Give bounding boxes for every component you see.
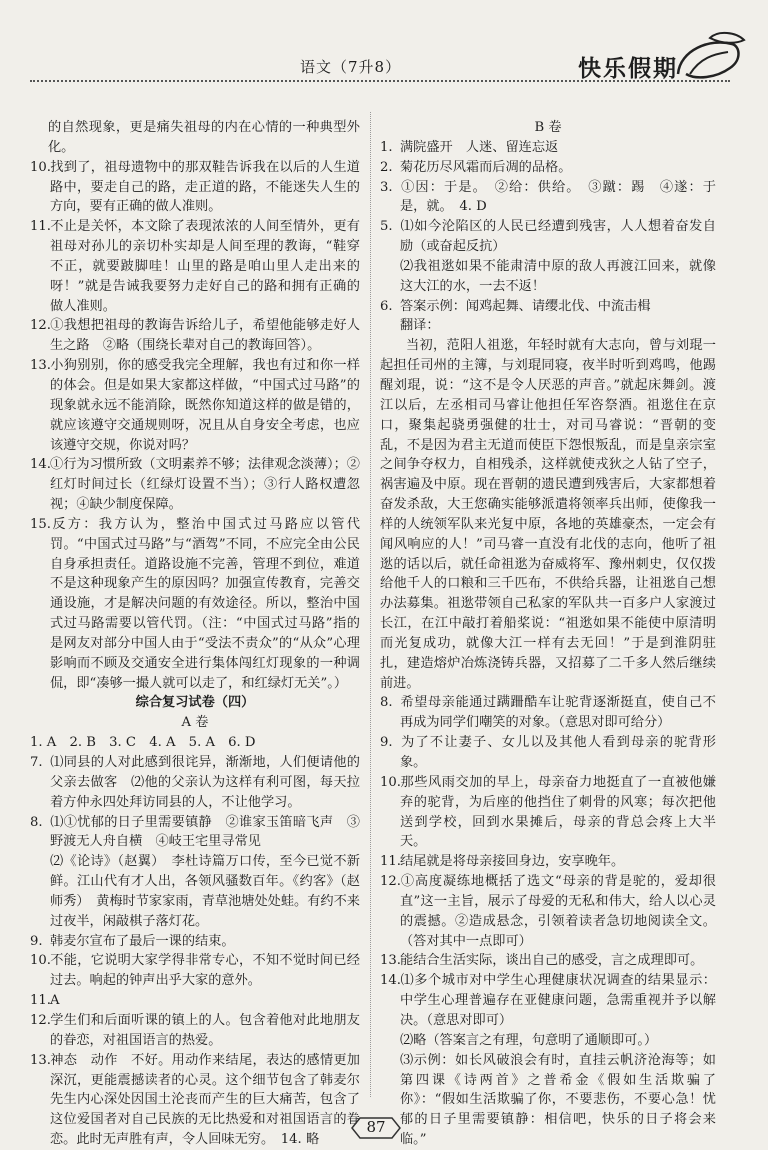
subject-title: 语文（7升8） [300, 58, 402, 76]
answer-item-13r: 13.能结合生活实际，谈出自己的感受，言之成理即可。 [380, 953, 704, 969]
answer-item-15: 15.反方：我方认为，整治中国式过马路应以管代罚。“中国式过马路”与“酒驾”不同，不应完全由公民自身承担责任。道路设施不完善，管理不到位，难道不是这种现象产生的原因吗？加强宣传教育，完善交通设施，才是解决问题的有效途径。所以，整治中国式过马路需要以管代罚。（注：“中国式过马路”指的是网友对部分中国人由于“受法不责众”的“从众”心理影响而不顾及交通安全进行集体闯红灯现象的一种调侃，即“凑够一撮人就可以走了，和红绿灯无关”。） [30, 516, 360, 691]
answer-item-8: 8. ⑴①忧郁的日子里需要镇静 ②谁家玉笛暗飞声 ③野渡无人舟自横 ④岐王宅里寻常见 [30, 814, 360, 850]
answer-item-8r: 8. 希望母亲能通过蹒跚酷车让驼背逐渐挺直，使自己不再成为同学们嘲笑的对象。（意思对即可给分） [380, 695, 716, 731]
answer-item-9r: 9. 为了不让妻子、女儿以及其他人看到母亲的驼背形象。 [380, 735, 716, 770]
answer-line: 的自然现象，更是痛失祖母的内在心情的一种典型外化。 [48, 120, 360, 155]
answer-item-11: 11.不止是关怀，本文除了表现浓浓的人间至情外，更有祖母对孙儿的亲切朴实却是人间至理的教诲，“鞋穿不正，就要跛脚哇！山里的路是咱山里人走出来的呀！”就是告诫我要努力走好自己的路和拥有正确的做人准则。 [30, 219, 360, 314]
answer-item-13: 13.小狗别别，你的感受我完全理解，我也有过和你一样的体会。但是如果大家都这样做，“中国式过马路”的现象就永远不能消除，既然你知道这样的做是错的，就应该遵守交通规则呀，况且从自身安全考虑，也应该遵守交规，你说对吗？ [30, 358, 360, 453]
translation-label: 翻译： [400, 318, 440, 334]
left-column [30, 118, 360, 1150]
answer-item-14r-sub3: ⑶示例：如长风破浪会有时，直挂云帆济沧海等；如第四课《诗两首》之普希金《假如生活欺骗了你》：“假如生活欺骗了你，不要悲伤，不要心急！忧郁的日子里需要镇静：相信吧，快乐的日子将会来临。” [400, 1052, 716, 1148]
answer-item-14r: 14.⑴多个城市对中学生心理健康状况调查的结果显示：中学生心理普遍存在亚健康问题，急需重视并予以解决。（意思对即可） [380, 973, 716, 1028]
answer-item-14r-sub2: ⑵略（答案言之有理，句意明了通顺即可。） [400, 1032, 658, 1048]
answer-item-5: 5. ⑴如今沦陷区的人民已经遭到残害，人人想着奋发自励（或奋起反抗） [380, 219, 716, 255]
answer-item-10r: 10.那些风雨交加的早上，母亲奋力地挺直了一直被他嫌弃的驼背，为后座的他挡住了刺骨的风寒；每次把他送到学校，回到水果摊后，母亲的背总会疼上大半天。 [380, 774, 716, 850]
translation-text: 当初，范阳人祖逖，年轻时就有大志向，曾与刘琨一起担任司州的主簿，与刘琨同寝，夜半时听到鸡鸣，他踢醒刘琨，说：“这不是令人厌恶的声音。”就起床舞剑。渡江以后，左丞相司马睿让他担任军咨祭酒。祖逖住在京口，聚集起骁勇强健的壮士，对司马睿说：“晋朝的变乱，不是因为君主无道而使臣下怨恨叛乱，而是皇亲宗室之间争夺权力，自相残杀，这样就使戎狄之人钻了空子，祸害遍及中原。现在晋朝的遗民遭到残害后，大家都想着奋发杀敌，大王您确实能够派遣将领率兵出师，使像我一样的人统领军队来光复中原，各地的英雄豪杰，一定会有闻风响应的人！”司马睿一直没有北伐的志向，他听了祖逖的话以后，就任命祖逖为奋威将军、豫州刺史，仅仅拨给他千人的口粮和三千匹布，不供给兵器，让祖逖自己想办法募集。祖逖带领自己私家的军队共一百多户人家渡过长江，在江中敲打着船桨说：“祖逖如果不能使中原清明而光复成功，就像大江一样有去无回！”于是到淮阴驻扎，建造熔炉冶炼浇铸兵器，又招募了二千多人然后继续前进。 [380, 338, 716, 691]
header-divider [30, 80, 730, 82]
column-divider [370, 112, 371, 1097]
answer-choices: 1. A 2. B 3. C 4. A 5. A 6. D [30, 735, 256, 751]
answer-item-9: 9. 韩麦尔宣布了最后一课的结束。 [30, 933, 235, 949]
answer-item-7: 7. ⑴同县的人对此感到很诧异，渐渐地，人们便请他的父亲去做客 ⑵他的父亲认为这样有利可图，每天拉着方仲永四处拜访同县的人，不让他学习。 [30, 755, 360, 810]
answer-item-6: 6. 答案示例：闻鸡起舞、请缨北伐、中流击楫 [380, 298, 651, 314]
right-column [380, 118, 716, 1150]
section-title: 综合复习试卷（四） [135, 695, 255, 711]
answer-item-10b: 10.不能，它说明大家学得非常专心，不知不觉时间已经过去。响起的钟声出乎大家的意外。 [30, 953, 360, 989]
answer-item-11r: 11.结尾就是将母亲接回身边，安享晚年。 [380, 854, 625, 870]
answer-item-8-sub: ⑵《论诗》（赵翼） 李杜诗篇万口传，至今已觉不新鲜。江山代有才人出，各领风骚数百年。《约客》（赵师秀） 黄梅时节家家雨，青草池塘处处蛙。有约不来过夜半，闲敲棋子落灯花。 [50, 854, 360, 929]
answer-item-13b: 13.神态 动作 不好。用动作来结尾，表达的感情更加深沉，更能震撼读者的心灵。这个细节包含了韩麦尔先生内心深处因国土沦丧而产生的巨大痛苦，包含了这位爱国者对自己民族的无比热爱和对祖国语言的眷恋。此时无声胜有声，令人回味无穷。 14. 略 [30, 1052, 360, 1148]
answer-item-12: 12.①我想把祖母的教诲告诉给儿子，希望他能够走好人生之路 ②略（围绕长辈对自己的教诲回答）。 [30, 318, 360, 354]
answer-item-1: 1. 满院盛开 人迷、留连忘返 [380, 139, 559, 155]
answer-item-12r: 12.①高度凝练地概括了选文“母亲的背是驼的，爱却很直”这一主旨，展示了母爱的无私和伟大，给人以心灵的震撼。②造成悬念，引领着读者急切地阅读全文。（答对其中一点即可） [380, 874, 716, 949]
answer-item-5-sub: ⑵我祖逖如果不能肃清中原的敌人再渡江回来，就像这大江的水，一去不返！ [400, 258, 716, 294]
page-number: 87 [366, 1118, 386, 1136]
answer-item-14: 14.①行为习惯所致（文明素养不够；法律观念淡薄）；②红灯时间过长（红绿灯设置不当）；③行人路权遭忽视；④缺少制度保障。 [30, 457, 360, 513]
page-header [0, 0, 768, 82]
answer-item-2: 2. 菊花历尽风霜而后凋的品格。 [380, 159, 572, 175]
brand-title: 快乐假期 [578, 56, 678, 82]
answer-item-11b: 11.A [30, 993, 60, 1009]
answer-item-10: 10.找到了，祖母遗物中的那双鞋告诉我在以后的人生道路中，要走自己的路，走正道的路，不能迷失人生的方向，要有正确的做人准则。 [30, 159, 360, 215]
answer-item-3: 3. ①因：于是。 ②给：供给。 ③蹴：踢 ④遂：于是，就。 4. D [380, 179, 716, 215]
b-section-title: B 卷 [534, 120, 562, 135]
answer-item-12b: 12.学生们和后面听课的镇上的人。包含着他对此地朋友的眷恋，对祖国语言的热爱。 [30, 1012, 360, 1048]
a-section-title: A 卷 [181, 715, 209, 731]
